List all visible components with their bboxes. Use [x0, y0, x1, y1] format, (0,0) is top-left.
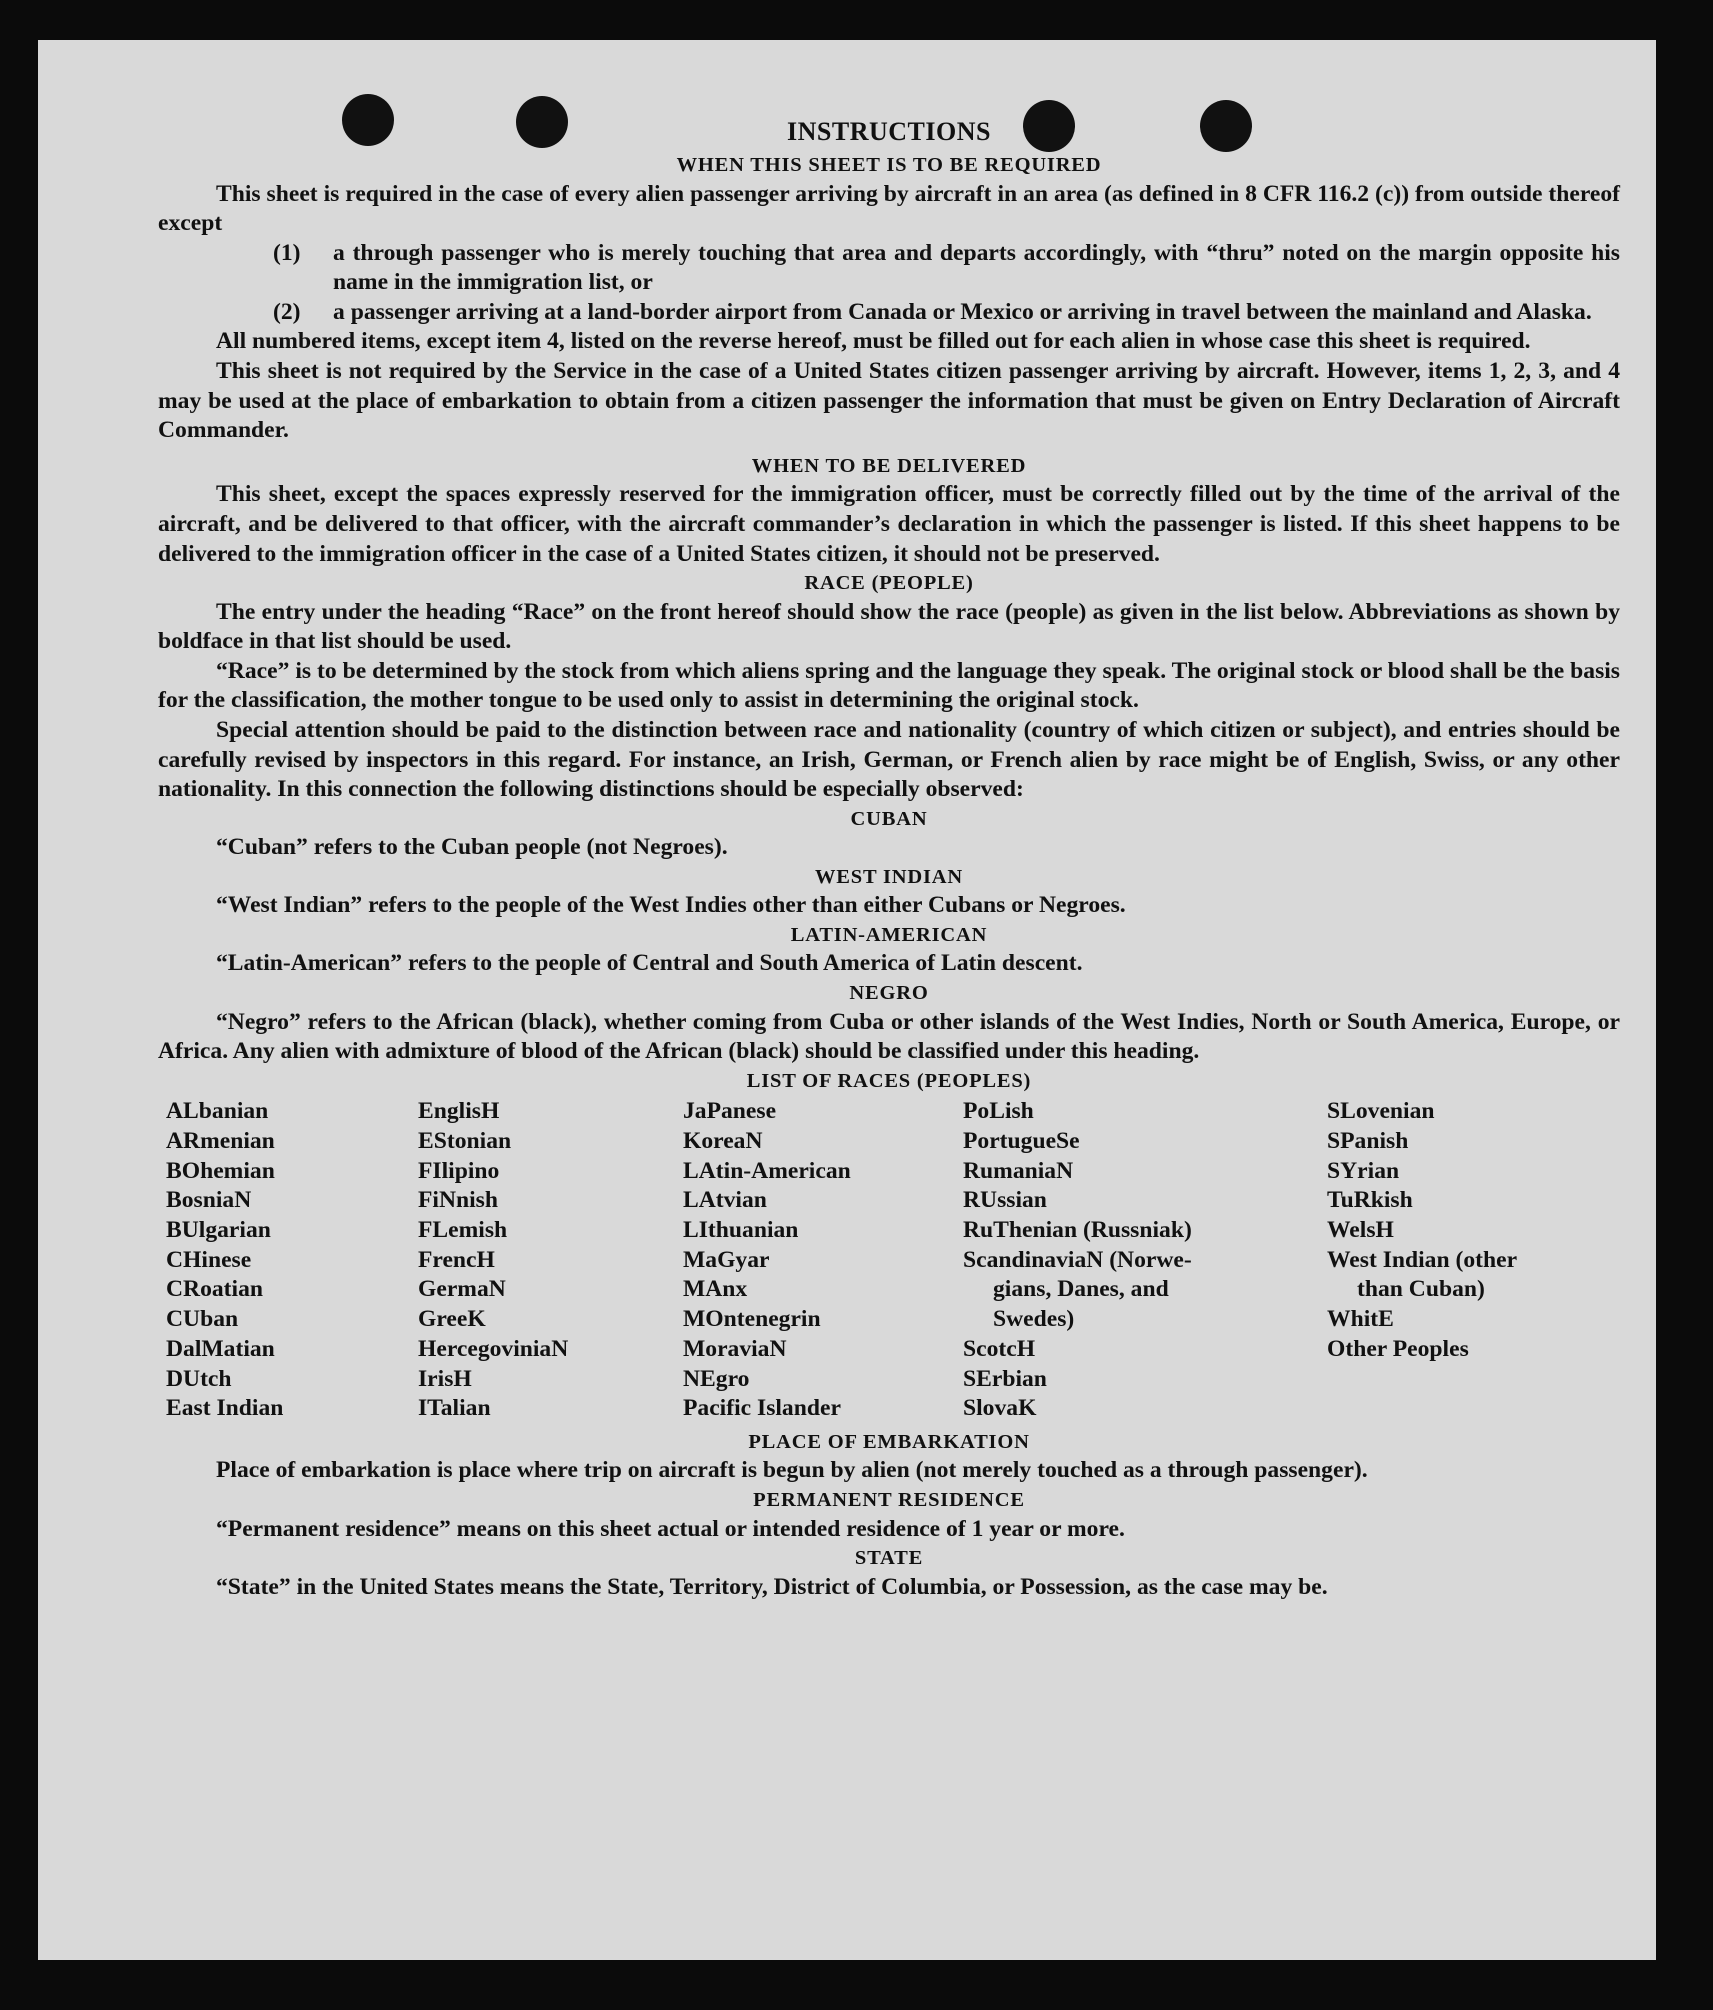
race-entry: IrisH — [418, 1365, 472, 1392]
paragraph: “Permanent residence” means on this sheet actual or intended residence of 1 year or more. — [216, 1515, 1125, 1542]
paragraph: Special attention should be paid to the distinction between race and nationality (country of which citizen or subject), and entries should be carefully revised by inspectors in this regard. For instance, an Irish, German, or French alien by race might be of English, Swiss, or any other nationality. In this connection the following distinctions should be especially observed: — [158, 717, 1620, 803]
item-text: a through passenger who is merely touching that area and departs accordingly, with “thru” noted on the margin opposite his name in the immigration list, or — [333, 239, 1620, 296]
race-entry: CHinese — [166, 1246, 252, 1273]
race-entry: ALbanian — [166, 1098, 269, 1125]
paragraph: “West Indian” refers to the people of the West Indies other than either Cubans or Negroes. — [216, 892, 1126, 919]
race-entry: BUlgarian — [166, 1217, 271, 1244]
race-entry-continued: Swedes) — [993, 1306, 1075, 1333]
race-entry: FrencH — [418, 1246, 495, 1273]
race-entry: Pacific Islander — [683, 1395, 841, 1422]
section-heading: CUBAN — [850, 807, 928, 830]
list-item — [158, 239, 1620, 298]
race-entry: ScotcH — [963, 1335, 1036, 1362]
race-entry: LIthuanian — [683, 1217, 799, 1244]
race-column — [166, 1097, 418, 1424]
race-entry: WhitE — [1327, 1306, 1394, 1333]
race-entry: JaPanese — [683, 1098, 777, 1125]
race-entry: LAtin-American — [683, 1157, 851, 1184]
race-entry: MoraviaN — [683, 1335, 787, 1362]
race-entry: SLovenian — [1327, 1098, 1435, 1125]
race-entry: MaGyar — [683, 1246, 770, 1273]
race-entry: GreeK — [418, 1306, 486, 1333]
race-entry-continued: than Cuban) — [1357, 1276, 1485, 1303]
race-column — [963, 1097, 1327, 1424]
race-entry: SErbian — [963, 1365, 1047, 1392]
race-entry: TuRkish — [1327, 1187, 1413, 1214]
race-entry: NEgro — [683, 1365, 750, 1392]
paragraph: The entry under the heading “Race” on the front hereof should show the race (people) as given in the list below. Abbreviations as shown by boldface in that list should be used. — [158, 598, 1620, 655]
race-entry-continued: gians, Danes, and — [993, 1276, 1169, 1303]
race-entry: KoreaN — [683, 1127, 763, 1154]
race-entry: RumaniaN — [963, 1157, 1074, 1184]
paragraph: “Latin-American” refers to the people of Central and South America of Latin descent. — [216, 950, 1083, 977]
paragraph: “Race” is to be determined by the stock from which aliens spring and the language they speak. The original stock or blood shall be the basis for the classification, the mother tongue to be used only to assist in determining the original stock. — [158, 657, 1620, 714]
race-entry: SlovaK — [963, 1395, 1037, 1422]
race-entry: MAnx — [683, 1276, 748, 1303]
race-entry: RUssian — [963, 1187, 1047, 1214]
race-column — [683, 1097, 963, 1424]
section-heading: WHEN TO BE DELIVERED — [751, 454, 1027, 477]
section-heading: NEGRO — [849, 982, 929, 1005]
race-entry: SYrian — [1327, 1157, 1400, 1184]
race-entry: CRoatian — [166, 1276, 264, 1303]
section-heading: PERMANENT RESIDENCE — [753, 1489, 1025, 1512]
race-entry: ITalian — [418, 1395, 491, 1422]
race-column — [418, 1097, 683, 1424]
race-entry: EStonian — [418, 1127, 512, 1154]
race-entry: CUban — [166, 1306, 239, 1333]
section-heading: STATE — [854, 1547, 924, 1570]
paragraph: “Cuban” refers to the Cuban people (not Negroes). — [216, 834, 728, 861]
paragraph: This sheet is required in the case of every alien passenger arriving by aircraft in an area (as defined in 8 CFR 116.2 (c)) from outside thereof except — [158, 180, 1620, 237]
list-item — [158, 298, 1620, 328]
item-number: (2) — [273, 298, 301, 325]
race-entry: MOntenegrin — [683, 1306, 821, 1333]
section-heading: LIST OF RACES (PEOPLES) — [746, 1069, 1032, 1092]
race-entry: West Indian (other — [1327, 1246, 1518, 1273]
item-number: (1) — [273, 239, 301, 266]
race-entry: Other Peoples — [1327, 1335, 1469, 1362]
race-entry: FiNnish — [418, 1187, 498, 1214]
item-text: a passenger arriving at a land-border airport from Canada or Mexico or arriving in travel between the mainland and Alaska. — [333, 298, 1592, 325]
paragraph: This sheet, except the spaces expressly reserved for the immigration officer, must be correctly filled out by the time of the arrival of the aircraft, and be delivered to that officer, with the aircraft commander’s declaration in which the passenger is listed. If this sheet happens to be delivered to the immigration officer in the case of a United States citizen, it should not be preserved. — [158, 481, 1620, 567]
race-entry: EnglisH — [418, 1098, 500, 1125]
instructions-content — [158, 115, 1620, 1602]
race-entry: DUtch — [166, 1365, 232, 1392]
race-entry: SPanish — [1327, 1127, 1409, 1154]
section-heading: WHEN THIS SHEET IS TO BE REQUIRED — [676, 154, 1102, 176]
section-heading: PLACE OF EMBARKATION — [748, 1430, 1030, 1453]
race-entry: RuThenian (Russniak) — [963, 1217, 1192, 1244]
race-entry: East Indian — [166, 1395, 284, 1422]
race-entry: DalMatian — [166, 1335, 275, 1362]
race-entry: PortugueSe — [963, 1127, 1080, 1154]
race-entry: BosniaN — [166, 1187, 252, 1214]
paragraph: All numbered items, except item 4, listed on the reverse hereof, must be filled out for each alien in whose case this sheet is required. — [216, 328, 1531, 355]
race-entry: FIlipino — [418, 1157, 500, 1184]
page-title: INSTRUCTIONS — [787, 117, 991, 146]
race-entry: PoLish — [963, 1098, 1034, 1125]
paragraph: “Negro” refers to the African (black), whether coming from Cuba or other islands of the West Indies, North or South America, Europe, or Africa. Any alien with admixture of blood of the African (black) should be classified under this heading. — [158, 1008, 1620, 1065]
paragraph: “State” in the United States means the State, Territory, District of Columbia, or Possession, as the case may be. — [216, 1573, 1328, 1600]
race-entry: BOhemian — [166, 1157, 275, 1184]
race-entry: ARmenian — [166, 1127, 275, 1154]
race-entry: HercegoviniaN — [418, 1335, 569, 1362]
race-entry: ScandinaviaN (Norwe- — [963, 1246, 1192, 1273]
race-entry: WelsH — [1327, 1217, 1394, 1244]
race-column — [1327, 1097, 1620, 1424]
race-entry: FLemish — [418, 1217, 508, 1244]
section-heading: RACE (PEOPLE) — [804, 572, 974, 595]
paragraph: Place of embarkation is place where trip on aircraft is begun by alien (not merely touched as a through passenger). — [216, 1457, 1368, 1484]
race-entry: GermaN — [418, 1276, 506, 1303]
paragraph: This sheet is not required by the Service in the case of a United States citizen passenger arriving by aircraft. However, items 1, 2, 3, and 4 may be used at the place of embarkation to obtain from a citizen passenger the information that must be given on Entry Declaration of Aircraft Commander. — [158, 358, 1620, 444]
section-heading: WEST INDIAN — [815, 865, 963, 888]
race-list — [158, 1097, 1620, 1424]
section-heading: LATIN-AMERICAN — [790, 923, 988, 946]
document-sheet — [38, 40, 1656, 1960]
race-entry: LAtvian — [683, 1187, 767, 1214]
